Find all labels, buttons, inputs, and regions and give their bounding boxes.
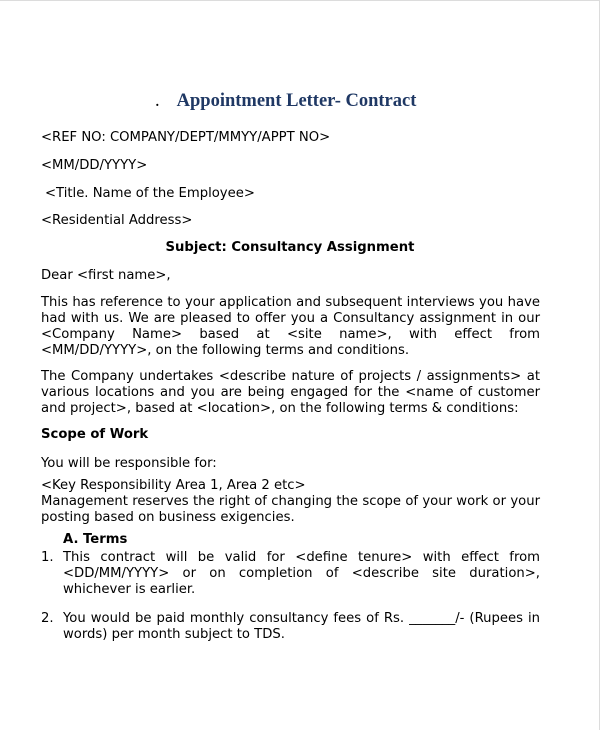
- list-line: words) per month subject to TDS.: [63, 627, 285, 642]
- title-dot: .: [155, 91, 160, 111]
- paragraph-line: Management reserves the right of changing the scope of your work or your: [41, 494, 540, 509]
- letter-date: <MM/DD/YYYY>: [41, 158, 148, 173]
- title-text: Appointment Letter- Contract: [176, 91, 417, 111]
- reference-number: <REF NO: COMPANY/DEPT/MMYY/APPT NO>: [41, 130, 331, 145]
- document-title: [155, 91, 485, 112]
- scope-intro: You will be responsible for:: [41, 456, 217, 471]
- terms-item-2: [41, 611, 540, 643]
- paragraph-line: had with us. We are pleased to offer you a Consultancy assignment in our: [41, 311, 540, 326]
- list-line: You would be paid monthly consultancy fees of Rs. _______/- (Rupees in: [63, 611, 540, 626]
- subject-line: Subject: Consultancy Assignment: [165, 240, 415, 255]
- paragraph-line: This has reference to your application and subsequent interviews you have: [41, 295, 540, 310]
- paragraph-application: [41, 295, 540, 359]
- salutation: Dear <first name>,: [41, 268, 171, 283]
- list-line: This contract will be valid for <define tenure> with effect from: [63, 550, 540, 565]
- key-responsibility: <Key Responsibility Area 1, Area 2 etc>: [41, 478, 306, 493]
- paragraph-line: and project>, based at <location>, on the following terms & conditions:: [41, 401, 519, 416]
- paragraph-line: <MM/DD/YYYY>, on the following terms and conditions.: [41, 343, 410, 358]
- terms-heading: A. Terms: [63, 532, 128, 547]
- list-number: 2.: [41, 611, 54, 626]
- scope-heading: Scope of Work: [41, 427, 149, 442]
- paragraph-line: posting based on business exigencies.: [41, 510, 295, 525]
- paragraph-line: <Company Name> based at <site name>, with effect from: [41, 327, 540, 342]
- residential-address: <Residential Address>: [41, 213, 193, 228]
- paragraph-line: various locations and you are being engaged for the <name of customer: [41, 385, 540, 400]
- paragraph-line: The Company undertakes <describe nature of projects / assignments> at: [41, 369, 540, 384]
- paragraph-management: [41, 494, 540, 526]
- terms-item-1: [41, 550, 540, 598]
- list-line: <DD/MM/YYYY> or on completion of <describe site duration>,: [63, 566, 540, 581]
- list-line: whichever is earlier.: [63, 582, 196, 597]
- list-number: 1.: [41, 550, 54, 565]
- paragraph-undertaking: [41, 369, 540, 417]
- employee-name: <Title. Name of the Employee>: [45, 186, 255, 201]
